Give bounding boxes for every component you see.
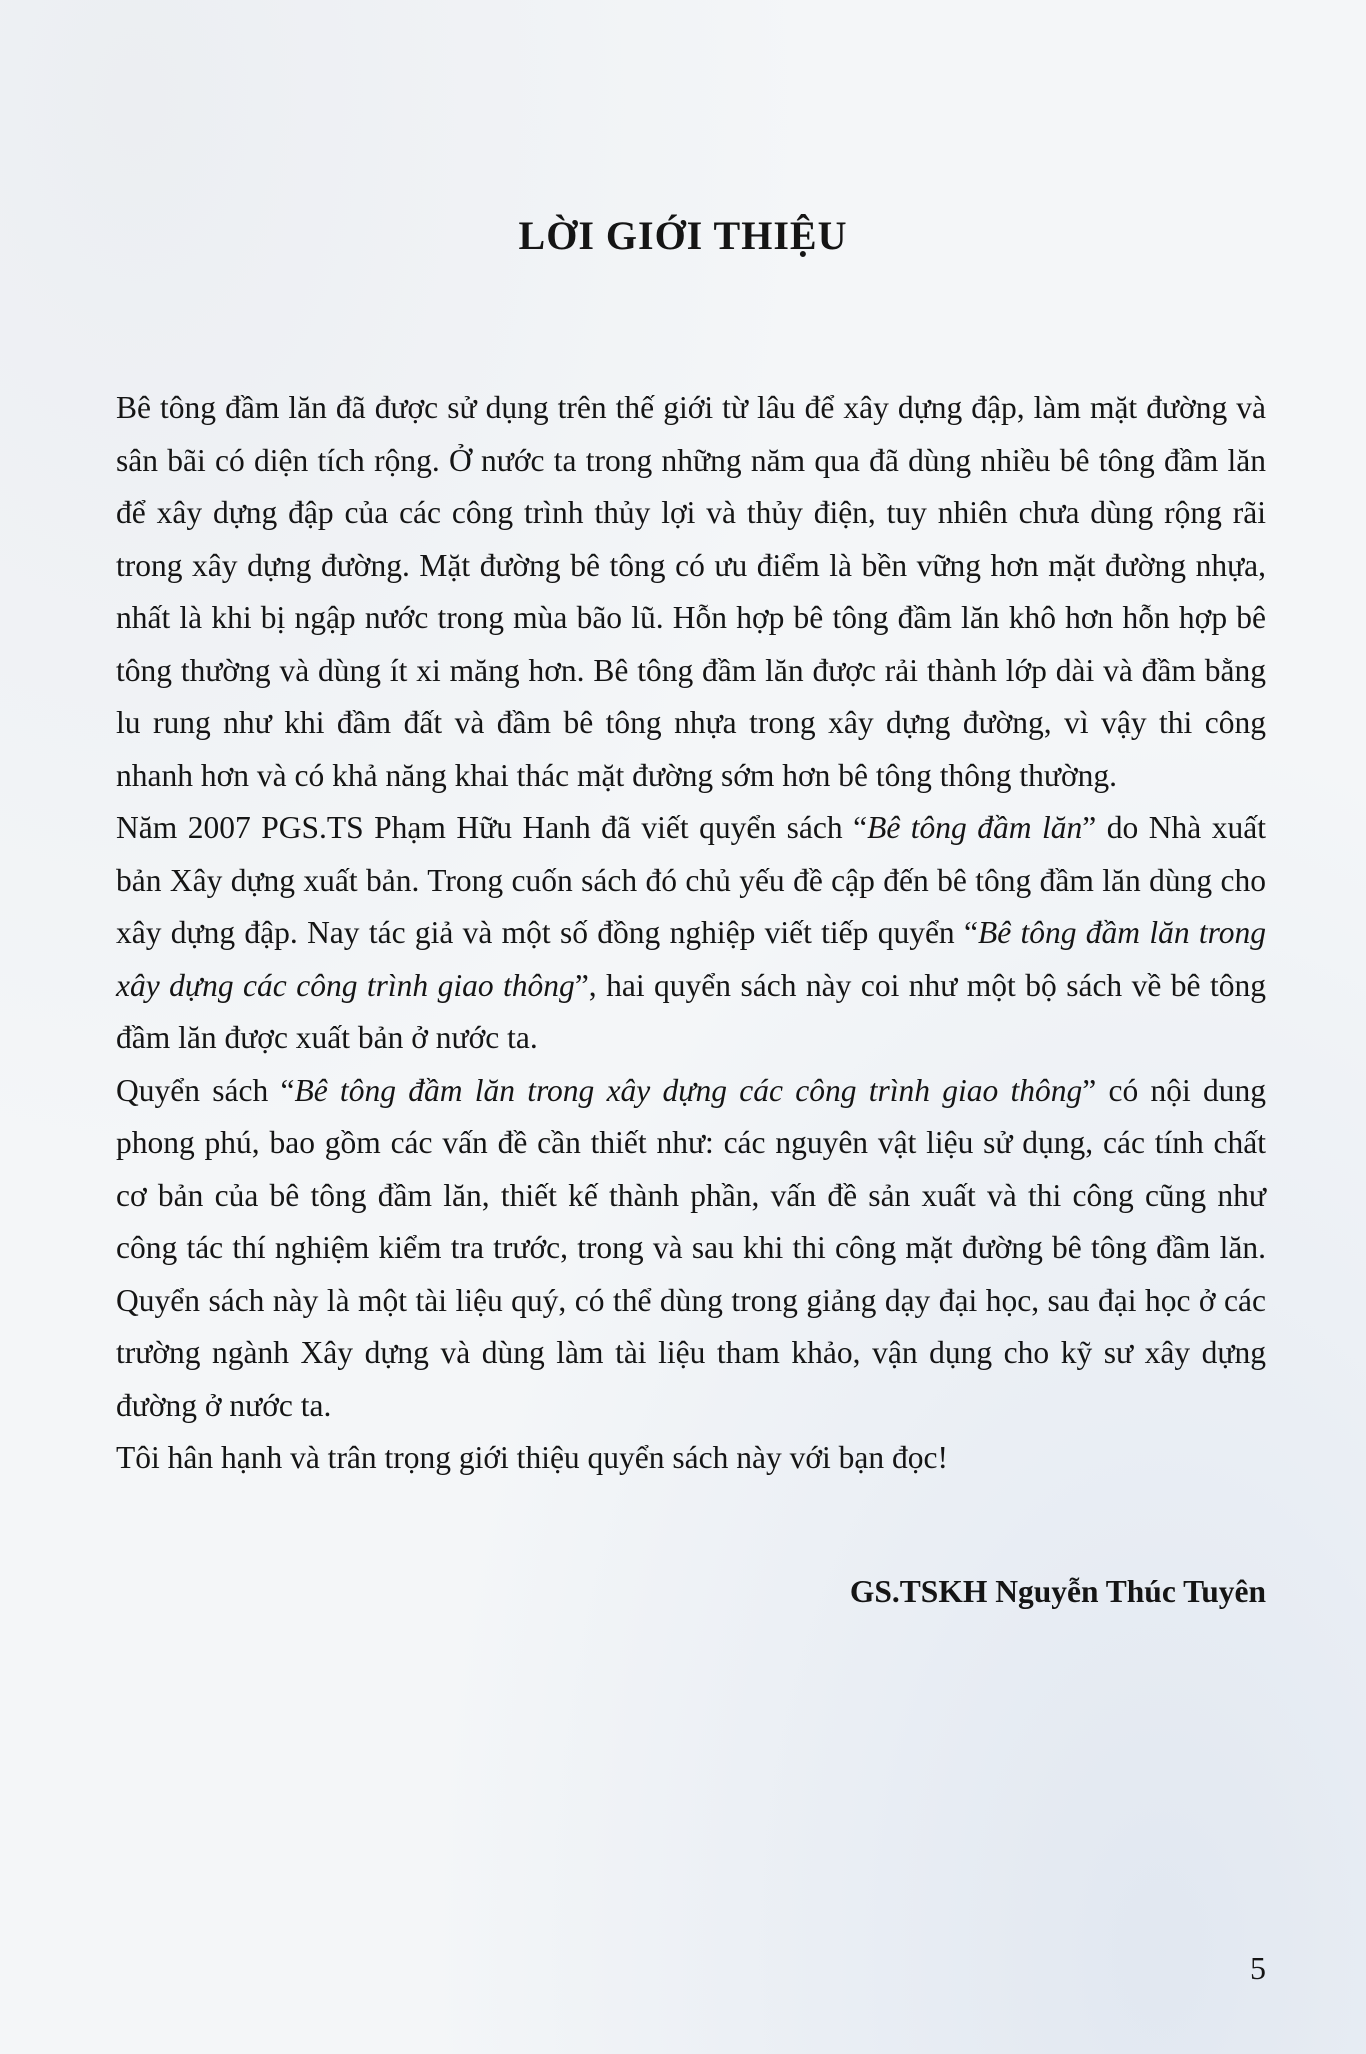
paragraph-3-after: ” có nội dung phong phú, bao gồm các vấn đề cần thiết như: các nguyên vật liệu sử dụng, các tính chất cơ bản của bê tông đầm lăn, thiết kế thành phần, vấn đề sản xuất và thi công cũng như công tác thí nghiệm kiểm tra trước, trong và sau khi thi công mặt đường bê tông đầm lăn. Quyển sách này là một tài liệu quý, có thể dùng trong giảng dạy đại học, sau đại học ở các trường ngành Xây dựng và dùng làm tài liệu tham khảo, vận dụng cho kỹ sư xây dựng đường ở nước ta.: [116, 1072, 1266, 1423]
paragraph-3-before: Quyển sách “: [116, 1072, 295, 1108]
paragraph-1: [116, 382, 1266, 802]
paragraph-4-text: Tôi hân hạnh và trân trọng giới thiệu quyển sách này với bạn đọc!: [116, 1440, 948, 1475]
book-title-ref-2: Bê tông đầm lăn trong xây dựng các công trình giao thông: [116, 915, 1266, 1003]
paragraph-2-middle: ” do Nhà xuất bản Xây dựng xuất bản. Trong cuốn sách đó chủ yếu đề cập đến bê tông đầm lăn dùng cho xây dựng đập. Nay tác giả và một số đồng nghiệp viết tiếp quyển “: [116, 810, 1266, 950]
book-title-ref-1: Bê tông đầm lăn: [867, 810, 1083, 845]
paragraph-2-before: Năm 2007 PGS.TS Phạm Hữu Hanh đã viết quyển sách “: [116, 810, 868, 845]
page-number: 5: [1250, 1950, 1266, 1986]
author-signature: GS.TSKH Nguyễn Thúc Tuyên: [849, 1574, 1266, 1609]
paragraph-4: [116, 1432, 1266, 1485]
paragraph-2-after: ”, hai quyển sách này coi như một bộ sách về bê tông đầm lăn được xuất bản ở nước ta.: [116, 967, 1266, 1055]
book-title-ref-3: Bê tông đầm lăn trong xây dựng các công trình giao thông: [294, 1072, 1083, 1108]
paragraph-2: [116, 802, 1266, 1065]
page-title: LỜI GIỚI THIỆU: [518, 213, 848, 258]
body-text: [116, 382, 1266, 1485]
paragraph-1-text: Bê tông đầm lăn đã được sử dụng trên thế giới từ lâu để xây dựng đập, làm mặt đường và sân bãi có diện tích rộng. Ở nước ta trong những năm qua đã dùng nhiều bê tông đầm lăn để xây dựng đập của các công trình thủy lợi và thủy điện, tuy nhiên chưa dùng rộng rãi trong xây dựng đường. Mặt đường bê tông có ưu điểm là bền vững hơn mặt đường nhựa, nhất là khi bị ngập nước trong mùa bão lũ. Hỗn hợp bê tông đầm lăn khô hơn hỗn hợp bê tông thường và dùng ít xi măng hơn. Bê tông đầm lăn được rải thành lớp dài và đầm bằng lu rung như khi đầm đất và đầm bê tông nhựa trong xây dựng đường, vì vậy thi công nhanh hơn và có khả năng khai thác mặt đường sớm hơn bê tông thông thường.: [116, 390, 1266, 793]
paragraph-3: [116, 1065, 1266, 1433]
